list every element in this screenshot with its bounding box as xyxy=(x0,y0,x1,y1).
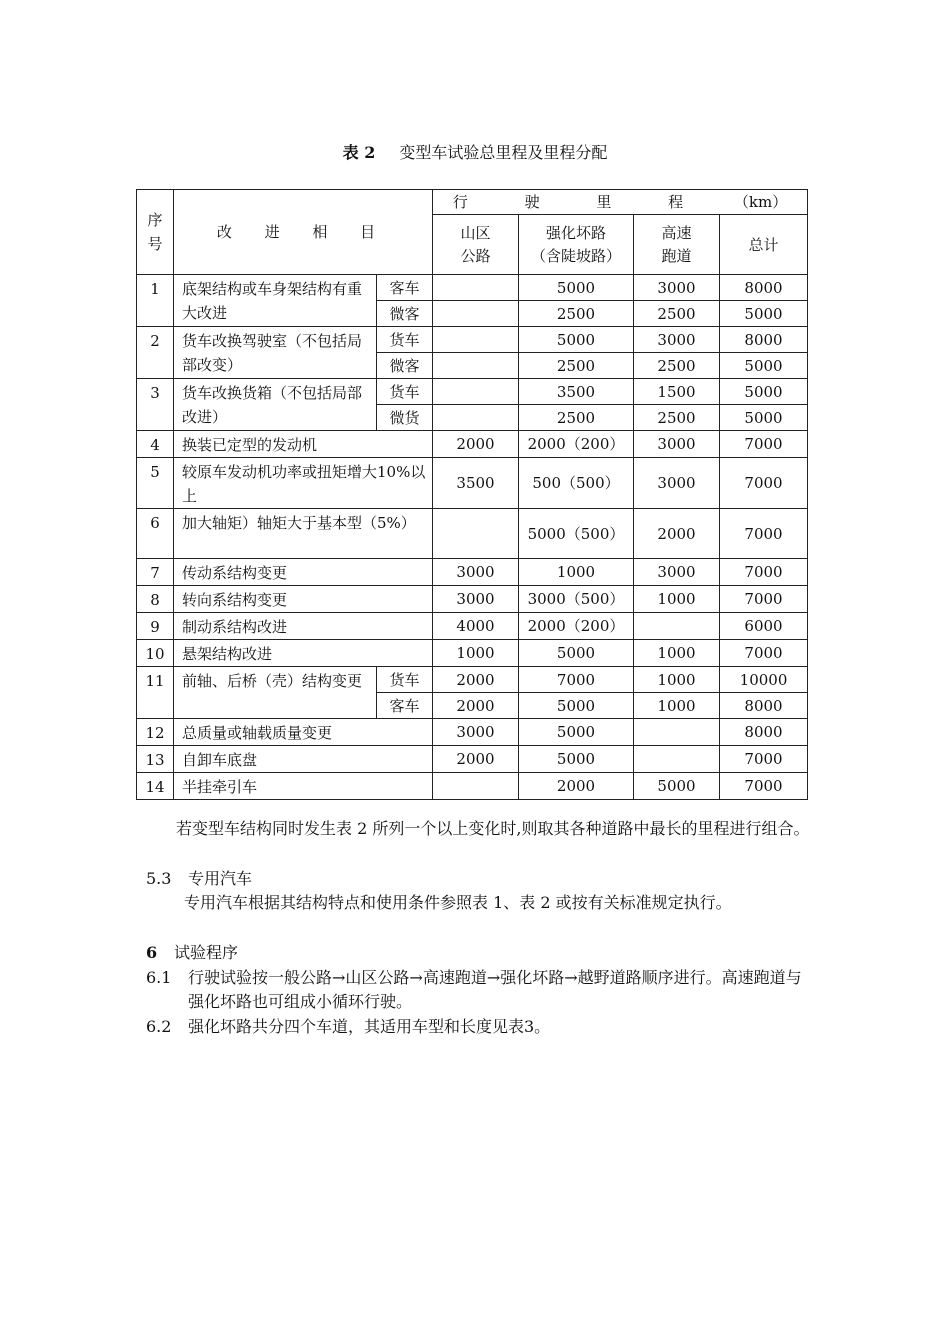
table-row xyxy=(137,458,808,509)
row-mountain xyxy=(433,327,519,353)
table-title: 变型车试验总里程及里程分配 xyxy=(399,143,608,162)
row-strengthened: 2500 xyxy=(519,353,634,379)
row-highspeed: 2000 xyxy=(634,509,720,559)
row-mountain: 3500 xyxy=(433,458,519,509)
row-highspeed xyxy=(634,719,720,746)
row-total: 7000 xyxy=(720,640,808,667)
row-strengthened: 5000（500） xyxy=(519,509,634,559)
row-highspeed: 1000 xyxy=(634,640,720,667)
row-seq: 11 xyxy=(137,667,174,719)
row-item: 制动系结构改进 xyxy=(174,613,433,640)
row-mountain: 1000 xyxy=(433,640,519,667)
row-vehicle-type: 货车 xyxy=(377,327,433,353)
row-seq: 10 xyxy=(137,640,174,667)
header-mileage xyxy=(433,190,808,215)
row-total: 5000 xyxy=(720,405,808,431)
row-total: 8000 xyxy=(720,275,808,301)
row-highspeed: 5000 xyxy=(634,773,720,800)
row-vehicle-type: 微客 xyxy=(377,301,433,327)
table-row xyxy=(137,586,808,613)
row-seq: 1 xyxy=(137,275,174,327)
row-mountain: 2000 xyxy=(433,431,519,458)
row-total: 5000 xyxy=(720,379,808,405)
row-seq: 14 xyxy=(137,773,174,800)
row-seq: 5 xyxy=(137,458,174,509)
row-item: 加大轴矩）轴矩大于基本型（5%） xyxy=(174,509,433,559)
row-mountain xyxy=(433,379,519,405)
row-mountain: 2000 xyxy=(433,667,519,693)
header-total: 总计 xyxy=(720,215,808,275)
row-item: 货车改换货箱（不包括局部改进） xyxy=(174,379,377,431)
row-item: 较原车发动机功率或扭矩增大10%以上 xyxy=(174,458,433,509)
row-strengthened: 1000 xyxy=(519,559,634,586)
section-number: 6 xyxy=(146,943,158,962)
table-row xyxy=(137,613,808,640)
row-seq: 12 xyxy=(137,719,174,746)
row-total: 7000 xyxy=(720,509,808,559)
row-highspeed xyxy=(634,613,720,640)
row-mountain: 2000 xyxy=(433,693,519,719)
row-vehicle-type: 货车 xyxy=(377,667,433,693)
row-mountain: 3000 xyxy=(433,586,519,613)
section-number: 6.2 xyxy=(146,1017,172,1036)
section-5-3-heading xyxy=(146,867,810,891)
row-mountain xyxy=(433,301,519,327)
row-mountain: 2000 xyxy=(433,746,519,773)
row-strengthened: 5000 xyxy=(519,640,634,667)
header-strengthened xyxy=(519,215,634,275)
row-item: 转向系结构变更 xyxy=(174,586,433,613)
row-highspeed: 3000 xyxy=(634,327,720,353)
row-strengthened: 5000 xyxy=(519,719,634,746)
row-strengthened: 2500 xyxy=(519,405,634,431)
row-item: 半挂牵引车 xyxy=(174,773,433,800)
row-mountain xyxy=(433,773,519,800)
row-vehicle-type: 微客 xyxy=(377,353,433,379)
table-row xyxy=(137,746,808,773)
row-highspeed: 3000 xyxy=(634,431,720,458)
table-row xyxy=(137,640,808,667)
row-mountain: 4000 xyxy=(433,613,519,640)
row-strengthened: 5000 xyxy=(519,275,634,301)
row-highspeed: 1000 xyxy=(634,693,720,719)
row-item: 总质量或轴载质量变更 xyxy=(174,719,433,746)
header-seq: 序号 xyxy=(137,190,174,275)
row-total: 7000 xyxy=(720,458,808,509)
table-caption xyxy=(0,140,950,163)
row-vehicle-type: 微货 xyxy=(377,405,433,431)
row-mountain: 3000 xyxy=(433,719,519,746)
row-seq: 6 xyxy=(137,509,174,559)
table-row xyxy=(137,379,808,405)
row-item: 自卸车底盘 xyxy=(174,746,433,773)
section-6-1 xyxy=(146,966,810,1014)
row-seq: 3 xyxy=(137,379,174,431)
row-strengthened: 5000 xyxy=(519,693,634,719)
section-5-3-text: 专用汽车根据其结构特点和使用条件参照表 1、表 2 或按有关标准规定执行。 xyxy=(184,893,732,912)
header-item: 改 进 相 目 xyxy=(174,190,433,275)
row-mountain xyxy=(433,509,519,559)
table-number: 表 2 xyxy=(342,143,376,162)
row-highspeed: 1000 xyxy=(634,667,720,693)
row-strengthened: 3500 xyxy=(519,379,634,405)
row-item: 换装已定型的发动机 xyxy=(174,431,433,458)
section-text: 行驶试验按一般公路→山区公路→高速跑道→强化坏路→越野道路顺序进行。高速跑道与强化坏路也可组成小循环行驶。 xyxy=(188,968,802,1011)
section-6-heading xyxy=(146,941,810,965)
row-total: 8000 xyxy=(720,693,808,719)
row-total: 7000 xyxy=(720,746,808,773)
section-number: 6.1 xyxy=(146,968,172,987)
row-item: 货车改换驾驶室（不包括局部改变） xyxy=(174,327,377,379)
row-mountain: 3000 xyxy=(433,559,519,586)
row-strengthened: 2500 xyxy=(519,301,634,327)
row-total: 10000 xyxy=(720,667,808,693)
row-strengthened: 2000（200） xyxy=(519,613,634,640)
table-row xyxy=(137,509,808,559)
row-vehicle-type: 货车 xyxy=(377,379,433,405)
row-mountain xyxy=(433,353,519,379)
header-mountain: 山区公路 xyxy=(433,215,519,275)
section-text: 强化坏路共分四个车道，其适用车型和长度见表3。 xyxy=(188,1017,551,1036)
row-strengthened: 5000 xyxy=(519,746,634,773)
row-total: 7000 xyxy=(720,431,808,458)
row-mountain xyxy=(433,405,519,431)
row-strengthened: 2000 xyxy=(519,773,634,800)
row-seq: 8 xyxy=(137,586,174,613)
table-row xyxy=(137,667,808,693)
row-vehicle-type: 客车 xyxy=(377,693,433,719)
row-highspeed: 1000 xyxy=(634,586,720,613)
row-highspeed: 2500 xyxy=(634,405,720,431)
row-item: 前轴、后桥（壳）结构变更 xyxy=(174,667,377,719)
header-strengthened-note: （含陡坡路） xyxy=(530,246,621,265)
section-number: 5.3 xyxy=(146,869,172,888)
row-total: 8000 xyxy=(720,719,808,746)
table-row xyxy=(137,719,808,746)
row-total: 7000 xyxy=(720,559,808,586)
row-strengthened: 2000（200） xyxy=(519,431,634,458)
row-highspeed: 2500 xyxy=(634,353,720,379)
header-mileage-label: 行 驶 里 程 xyxy=(452,193,710,211)
row-seq: 9 xyxy=(137,613,174,640)
row-highspeed: 3000 xyxy=(634,458,720,509)
row-total: 7000 xyxy=(720,773,808,800)
header-highspeed: 高速跑道 xyxy=(634,215,720,275)
table-row xyxy=(137,275,808,301)
table-row xyxy=(137,327,808,353)
row-highspeed xyxy=(634,746,720,773)
row-total: 7000 xyxy=(720,586,808,613)
row-vehicle-type: 客车 xyxy=(377,275,433,301)
mileage-table xyxy=(136,189,808,800)
row-highspeed: 3000 xyxy=(634,275,720,301)
table-row xyxy=(137,559,808,586)
row-total: 5000 xyxy=(720,301,808,327)
row-strengthened: 5000 xyxy=(519,327,634,353)
section-title: 试验程序 xyxy=(174,943,239,962)
row-total: 8000 xyxy=(720,327,808,353)
table-row xyxy=(137,431,808,458)
header-strengthened-label: 强化坏路 xyxy=(545,223,606,242)
row-strengthened: 7000 xyxy=(519,667,634,693)
paragraph-combination: 若变型车结构同时发生表 2 所列一个以上变化时,则取其各种道路中最长的里程进行组合。 xyxy=(176,819,810,838)
row-seq: 13 xyxy=(137,746,174,773)
row-highspeed: 2500 xyxy=(634,301,720,327)
row-strengthened: 500（500） xyxy=(519,458,634,509)
header-unit: （km） xyxy=(733,193,788,211)
section-6-2 xyxy=(146,1015,810,1039)
row-strengthened: 3000（500） xyxy=(519,586,634,613)
row-seq: 4 xyxy=(137,431,174,458)
row-item: 传动系结构变更 xyxy=(174,559,433,586)
row-item: 悬架结构改进 xyxy=(174,640,433,667)
row-seq: 2 xyxy=(137,327,174,379)
row-seq: 7 xyxy=(137,559,174,586)
row-total: 5000 xyxy=(720,353,808,379)
row-total: 6000 xyxy=(720,613,808,640)
row-mountain xyxy=(433,275,519,301)
row-item: 底架结构或车身架结构有重大改进 xyxy=(174,275,377,327)
section-title: 专用汽车 xyxy=(188,869,253,888)
row-highspeed: 3000 xyxy=(634,559,720,586)
row-highspeed: 1500 xyxy=(634,379,720,405)
table-row xyxy=(137,773,808,800)
